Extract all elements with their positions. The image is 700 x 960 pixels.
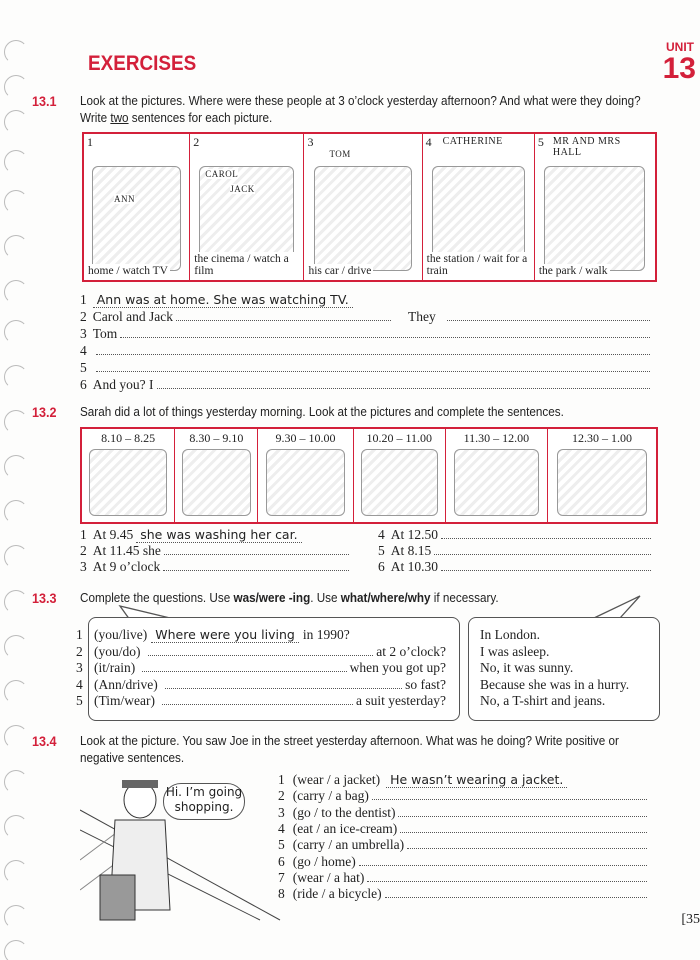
- speech-bubble: Hi. I’m going shopping.: [163, 783, 245, 820]
- binder-hole: [4, 190, 28, 214]
- answer-blank[interactable]: [367, 871, 647, 882]
- item-cue: (carry / a bag): [292, 788, 369, 804]
- binder-hole: [4, 455, 28, 479]
- item-prompt: At 11.45 she: [92, 543, 161, 558]
- example-answer: she was washing her car.: [136, 527, 301, 543]
- sentence-line: [278, 886, 650, 902]
- time-range: 10.20 – 11.00: [354, 431, 445, 446]
- picture-caption: the cinema / watch a film: [192, 252, 303, 278]
- sentence-line: [278, 821, 650, 837]
- item-number: 1: [278, 772, 285, 787]
- item-cue: (ride / a bicycle): [292, 886, 382, 902]
- answer-blank[interactable]: [165, 678, 402, 689]
- reply-text: In London.: [480, 627, 540, 642]
- reply-text: No, it was sunny.: [480, 660, 574, 675]
- binder-hole: [4, 860, 28, 884]
- sentence-line: [278, 772, 650, 788]
- item-number: 2: [80, 309, 87, 324]
- item-prompt: Tom: [92, 326, 118, 341]
- picture-caption: home / watch TV: [88, 265, 168, 277]
- item-number: 4: [378, 527, 385, 542]
- picture-number: 4: [425, 135, 432, 149]
- item-cue: (go / to the dentist): [292, 804, 396, 820]
- sentence-line: [278, 788, 650, 804]
- item-number: 4: [80, 343, 87, 358]
- binder-hole: [4, 320, 28, 344]
- item-number: 7: [278, 869, 285, 885]
- binder-hole: [4, 725, 28, 749]
- instruction-text: . Use: [310, 590, 341, 605]
- exercise-instruction: Sarah did a lot of things yesterday morning. Look at the pictures and complete the sentences.: [80, 404, 564, 419]
- instruction-emphasis: was/were -ing: [233, 590, 311, 605]
- exercise-number: 13.3: [32, 590, 57, 606]
- sentence-line: [278, 854, 650, 870]
- time-range: 12.30 – 1.00: [548, 431, 656, 446]
- character-name: CAROL: [205, 169, 239, 179]
- binder-hole: [4, 75, 28, 99]
- sentence-line: [278, 870, 650, 886]
- picture-caption: the station / wait for a train: [425, 252, 534, 278]
- binder-hole: [4, 680, 28, 704]
- question-end: a suit yesterday?: [356, 693, 446, 708]
- exercise-instruction: Look at the picture. You saw Joe in the street yesterday afternoon. What was he doing? Write positive or negative sentences.: [80, 733, 619, 765]
- item-cue: (wear / a jacket): [292, 772, 381, 787]
- item-number: 3: [80, 326, 87, 341]
- sentence-line: [278, 837, 650, 853]
- question-cue: (Tim/wear): [94, 693, 155, 708]
- instruction-emphasis: what/where/why: [340, 590, 431, 605]
- picture-number: 3: [307, 135, 314, 149]
- picture-number: 1: [87, 135, 93, 149]
- sentence-line: [278, 805, 650, 821]
- binder-hole: [4, 280, 28, 304]
- item-number: 1: [80, 527, 87, 542]
- question-end: at 2 o’clock?: [376, 643, 446, 659]
- item-number: 6: [278, 853, 285, 869]
- question-line: [94, 644, 446, 660]
- exercise-number: 13.4: [32, 733, 57, 749]
- binder-hole: [4, 410, 28, 434]
- picture-caption: the park / walk: [538, 265, 608, 277]
- example-answer: He wasn’t wearing a jacket.: [386, 772, 567, 788]
- reply-text: No, a T-shirt and jeans.: [480, 693, 606, 708]
- instruction-text: sentences for each picture.: [128, 110, 273, 125]
- item-number: 5: [80, 360, 87, 375]
- time-range: 8.30 – 9.10: [175, 431, 257, 446]
- item-prompt: At 8.15: [390, 543, 432, 558]
- binder-hole: [4, 365, 28, 389]
- character-name: ANN: [114, 194, 135, 204]
- binder-hole: [4, 940, 28, 960]
- time-range: 8.10 – 8.25: [82, 431, 174, 446]
- item-prompt: At 9 o’clock: [92, 559, 161, 574]
- item-number: 1: [80, 292, 87, 307]
- answer-blank[interactable]: [385, 887, 647, 898]
- binder-hole: [4, 770, 28, 794]
- item-prompt: They: [407, 309, 436, 324]
- question-line: [94, 677, 446, 693]
- item-number: 2: [76, 643, 83, 659]
- binder-hole: [4, 545, 28, 569]
- item-cue: (go / home): [292, 853, 356, 869]
- item-number: 6: [80, 377, 87, 392]
- question-end: when you got up?: [349, 660, 446, 675]
- item-number: 5: [76, 693, 83, 708]
- time-range: 11.30 – 12.00: [446, 431, 547, 446]
- question-cue: (Ann/drive): [94, 676, 158, 692]
- item-number: 3: [80, 559, 87, 574]
- instruction-emphasis: two: [110, 110, 129, 125]
- item-number: 5: [378, 543, 385, 558]
- question-end: so fast?: [405, 676, 446, 692]
- binder-hole: [4, 635, 28, 659]
- item-number: 4: [76, 676, 83, 692]
- example-answer: Ann was at home. She was watching TV.: [93, 292, 353, 308]
- time-range: 9.30 – 10.00: [258, 431, 352, 446]
- unit-label: UNIT: [666, 40, 694, 54]
- item-cue: (carry / an umbrella): [292, 837, 405, 853]
- unit-number: 13: [662, 52, 696, 85]
- item-number: 2: [80, 543, 87, 558]
- picture-caption: his car / drive: [308, 265, 372, 277]
- answer-blank[interactable]: [162, 694, 353, 705]
- answer-blank[interactable]: [372, 789, 647, 800]
- picture-number: 2: [193, 135, 200, 149]
- item-number: 3: [278, 804, 285, 820]
- item-number: 3: [76, 660, 83, 675]
- answer-blank[interactable]: [148, 645, 374, 656]
- character-name: JACK: [230, 184, 255, 194]
- binder-hole: [4, 235, 28, 259]
- character-name: MR AND MRS HALL: [553, 136, 623, 158]
- item-prompt: At 10.30: [390, 559, 438, 574]
- item-number: 5: [278, 837, 285, 853]
- answer-blank[interactable]: [400, 822, 647, 833]
- item-cue: (wear / a hat): [292, 869, 365, 885]
- answer-blank[interactable]: [398, 806, 647, 817]
- binder-hole: [4, 110, 28, 134]
- reply-text: Because she was in a hurry.: [480, 676, 630, 692]
- instruction-text: Complete the questions. Use: [80, 590, 234, 605]
- item-number: 6: [378, 559, 385, 574]
- page-title: EXERCISES: [88, 52, 197, 75]
- item-number: 1: [76, 627, 83, 642]
- picture-number: 5: [537, 135, 544, 149]
- instruction-text: Look at the pictures. Where were these people at 3 o’clock yesterday afternoon? And what were they doing? Write: [80, 93, 641, 125]
- question-cue: (you/do): [94, 643, 141, 659]
- page-number: [35: [681, 912, 700, 927]
- item-prompt: At 9.45: [92, 527, 134, 542]
- binder-hole: [4, 590, 28, 614]
- answer-blank[interactable]: [359, 855, 647, 866]
- binder-hole: [4, 905, 28, 929]
- binder-hole: [4, 500, 28, 524]
- item-number: 4: [278, 820, 285, 836]
- instruction-text: if necessary.: [430, 590, 499, 605]
- item-prompt: Carol and Jack: [92, 309, 173, 324]
- item-prompt: At 12.50: [390, 527, 438, 542]
- question-end: in 1990?: [302, 627, 350, 642]
- binder-hole: [4, 40, 28, 64]
- question-line: [94, 693, 446, 709]
- reply-text: I was asleep.: [480, 643, 550, 659]
- character-name: TOM: [329, 149, 351, 159]
- example-answer: Where were you living: [151, 627, 299, 643]
- binder-hole: [4, 150, 28, 174]
- item-cue: (eat / an ice-cream): [292, 820, 398, 836]
- exercise-number: 13.2: [32, 404, 57, 420]
- question-line: [94, 660, 446, 676]
- answer-blank[interactable]: [142, 661, 346, 672]
- character-name: CATHERINE: [443, 136, 513, 147]
- item-prompt: And you? I: [92, 377, 154, 392]
- exercise-number: 13.1: [32, 93, 57, 109]
- item-number: 8: [278, 886, 285, 902]
- answer-blank[interactable]: [407, 838, 647, 849]
- question-line: [94, 627, 446, 643]
- question-cue: (you/live): [94, 627, 148, 642]
- question-cue: (it/rain): [94, 660, 136, 675]
- item-number: 2: [278, 788, 285, 804]
- binder-hole: [4, 815, 28, 839]
